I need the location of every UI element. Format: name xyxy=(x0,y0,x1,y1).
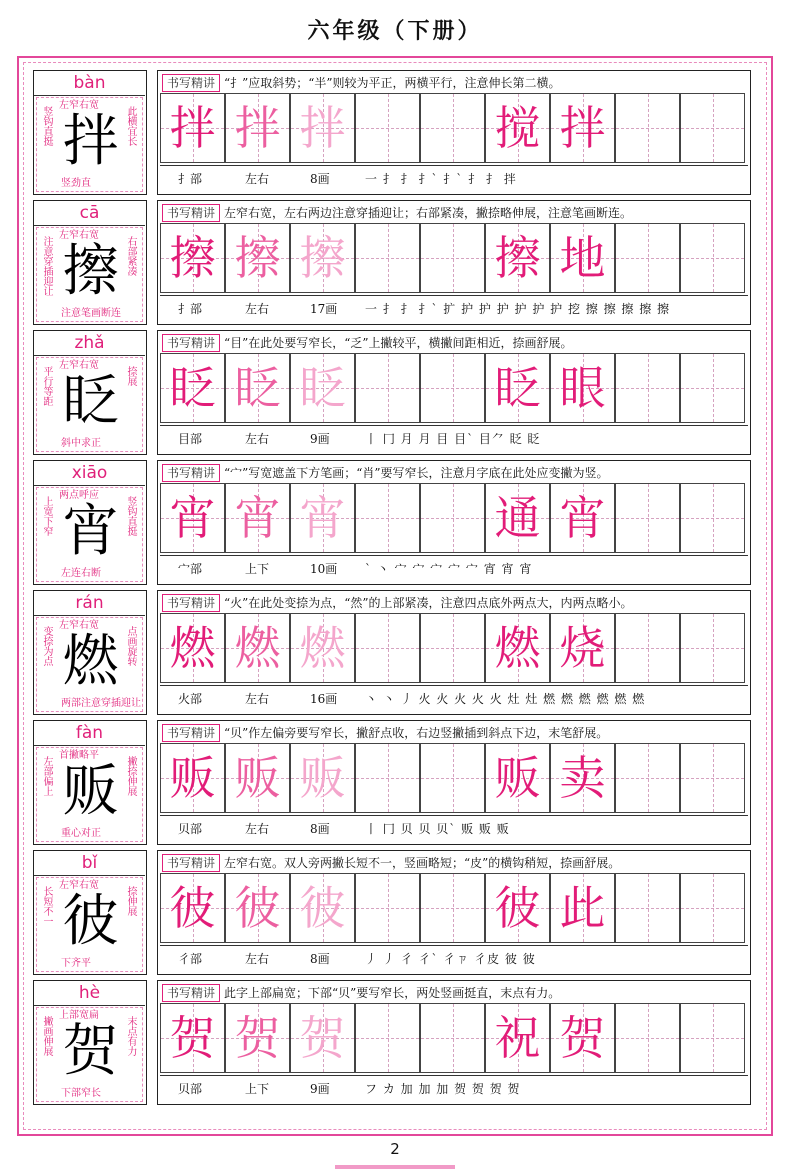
grid-cell xyxy=(355,873,420,943)
stroke-count: 8画 xyxy=(310,172,330,186)
note-left: 注意穿插迎让 xyxy=(41,236,52,296)
grid-cell xyxy=(160,1003,225,1073)
grid-cell xyxy=(680,1003,745,1073)
grid-cell xyxy=(290,483,355,553)
pinyin: bǐ xyxy=(34,851,145,876)
word-character: 地 xyxy=(559,231,606,285)
radical: 宀部 xyxy=(178,562,203,576)
stroke-order: 丿 丿 彳 彳` 彳ㄗ 彳皮 彼 彼 xyxy=(365,952,536,966)
tip-label: 书写精讲 xyxy=(162,854,220,872)
tip-text: 左窄右宽，左右两边注意穿插迎让；右部紧凑，撇捺略伸展，注意笔画断连。 xyxy=(224,206,633,220)
main-character: 贺 xyxy=(62,1019,119,1084)
grid-cell xyxy=(485,873,550,943)
pinyin: bàn xyxy=(34,71,145,96)
trace-character: 擦 xyxy=(234,231,281,285)
structure: 左右 xyxy=(245,172,270,186)
word-character: 眨 xyxy=(494,361,541,415)
character-entry xyxy=(33,200,751,325)
stroke-order: フ カ 加 加 加 贺 贺 贺 贺 xyxy=(365,1082,521,1096)
practice-grid xyxy=(160,223,748,293)
stroke-order: 丶 丶 丿 火 火 火 火 火 灶 灶 燃 燃 燃 燃 燃 燃 xyxy=(365,692,646,706)
note-bottom: 斜中求正 xyxy=(61,438,101,449)
practice-panel xyxy=(157,720,751,845)
grid-cell xyxy=(225,223,290,293)
grid-cell xyxy=(355,1003,420,1073)
trace-character: 拌 xyxy=(169,101,216,155)
writing-tip xyxy=(162,464,746,482)
grid-cell xyxy=(550,93,615,163)
pinyin: rán xyxy=(34,591,145,616)
pinyin: hè xyxy=(34,981,145,1006)
stroke-order: 丨 冂 月 月 目 目` 目⺈ 眨 眨 xyxy=(365,432,541,446)
glyph-box xyxy=(36,617,143,712)
radical: 火部 xyxy=(178,692,203,706)
grid-cell xyxy=(550,743,615,813)
note-right: 此横宜长 xyxy=(125,106,136,146)
grid-cell xyxy=(680,873,745,943)
character-entry xyxy=(33,590,751,715)
word-character: 拌 xyxy=(559,101,606,155)
tip-text: 左窄右宽。双人旁两撇长短不一，竖画略短；“皮”的横钩稍短，捺画舒展。 xyxy=(224,856,621,870)
note-bottom: 左连右断 xyxy=(61,568,101,579)
grid-cell xyxy=(550,873,615,943)
grid-cell xyxy=(680,223,745,293)
stroke-count: 16画 xyxy=(310,692,338,706)
practice-panel xyxy=(157,70,751,195)
note-right: 竖钩直挺 xyxy=(125,496,136,536)
character-card xyxy=(33,330,147,455)
page-title: 六年级（下册） xyxy=(307,18,483,44)
tip-label: 书写精讲 xyxy=(162,464,220,482)
grid-cell xyxy=(550,483,615,553)
grid-cell xyxy=(290,1003,355,1073)
structure: 左右 xyxy=(245,822,270,836)
character-card xyxy=(33,720,147,845)
pinyin: cā xyxy=(34,201,145,226)
grid-cell xyxy=(680,613,745,683)
tip-text: “目”在此处要写窄长，“乏”上撇较平，横撇间距相近，捺画舒展。 xyxy=(224,336,573,350)
trace-character: 燃 xyxy=(169,621,216,675)
note-bottom: 竖劲直 xyxy=(61,178,91,189)
practice-grid xyxy=(160,93,748,163)
main-character: 彼 xyxy=(62,889,119,954)
glyph-box xyxy=(36,487,143,582)
trace-character: 拌 xyxy=(299,101,346,155)
note-left: 长短不一 xyxy=(41,886,52,926)
note-top: 左窄右宽 xyxy=(59,230,99,241)
main-character: 眨 xyxy=(62,369,119,434)
practice-panel xyxy=(157,200,751,325)
note-bottom: 注意笔画断连 xyxy=(61,308,121,319)
word-character: 眼 xyxy=(559,361,606,415)
grid-cell xyxy=(225,483,290,553)
stroke-order: 一 扌 扌 扌` 扌` 扌 扌 拌 xyxy=(365,172,517,186)
character-info xyxy=(160,295,748,322)
trace-character: 贩 xyxy=(169,751,216,805)
grid-cell xyxy=(615,483,680,553)
practice-panel xyxy=(157,590,751,715)
note-left: 撇画伸展 xyxy=(41,1016,52,1056)
note-top: 左窄右宽 xyxy=(59,620,99,631)
word-character: 彼 xyxy=(494,881,541,935)
grid-cell xyxy=(420,873,485,943)
writing-tip xyxy=(162,724,746,742)
glyph-box xyxy=(36,97,143,192)
grid-cell xyxy=(355,743,420,813)
note-right: 点画旋转 xyxy=(125,626,136,666)
structure: 上下 xyxy=(245,562,270,576)
grid-cell xyxy=(225,613,290,683)
character-info xyxy=(160,815,748,842)
word-character: 搅 xyxy=(494,101,541,155)
grid-cell xyxy=(615,1003,680,1073)
practice-grid xyxy=(160,873,748,943)
note-top: 左窄右宽 xyxy=(59,360,99,371)
grid-cell xyxy=(225,873,290,943)
grid-cell xyxy=(420,353,485,423)
grid-cell xyxy=(485,1003,550,1073)
character-entry xyxy=(33,980,751,1105)
grid-cell xyxy=(485,223,550,293)
grid-cell xyxy=(485,613,550,683)
grid-cell xyxy=(290,873,355,943)
word-character: 此 xyxy=(559,881,606,935)
note-right: 撇捺伸展 xyxy=(125,756,136,796)
practice-panel xyxy=(157,850,751,975)
stroke-count: 9画 xyxy=(310,1082,330,1096)
tip-label: 书写精讲 xyxy=(162,334,220,352)
grid-cell xyxy=(615,93,680,163)
grid-cell xyxy=(550,1003,615,1073)
trace-character: 宵 xyxy=(234,491,281,545)
writing-tip xyxy=(162,74,746,92)
main-character: 擦 xyxy=(62,239,119,304)
tip-label: 书写精讲 xyxy=(162,984,220,1002)
grid-cell xyxy=(355,93,420,163)
trace-character: 眨 xyxy=(234,361,281,415)
tip-text: “火”在此处变捺为点，“然”的上部紧凑，注意四点底外两点大，内两点略小。 xyxy=(224,596,633,610)
page-number-bar xyxy=(335,1165,455,1169)
note-left: 上宽下窄 xyxy=(41,496,52,536)
trace-character: 燃 xyxy=(234,621,281,675)
stroke-count: 10画 xyxy=(310,562,338,576)
grid-cell xyxy=(355,353,420,423)
character-card xyxy=(33,850,147,975)
stroke-order: 丨 冂 贝 贝 贝` 贩 贩 贩 xyxy=(365,822,510,836)
tip-text: “宀”写宽遮盖下方笔画；“肖”要写窄长，注意月字底在此处应变撇为竖。 xyxy=(224,466,609,480)
glyph-box xyxy=(36,227,143,322)
character-entry xyxy=(33,330,751,455)
note-top: 左窄右宽 xyxy=(59,880,99,891)
trace-character: 贺 xyxy=(234,1011,281,1065)
trace-character: 拌 xyxy=(234,101,281,155)
character-entry xyxy=(33,720,751,845)
grid-cell xyxy=(160,93,225,163)
practice-panel xyxy=(157,980,751,1105)
grid-cell xyxy=(420,743,485,813)
note-right: 右部紧凑 xyxy=(125,236,136,276)
trace-character: 贺 xyxy=(169,1011,216,1065)
grid-cell xyxy=(160,223,225,293)
practice-panel xyxy=(157,460,751,585)
grid-cell xyxy=(225,743,290,813)
grid-cell xyxy=(160,613,225,683)
note-left: 左部偏上 xyxy=(41,756,52,796)
grid-cell xyxy=(680,483,745,553)
trace-character: 宵 xyxy=(299,491,346,545)
grid-cell xyxy=(160,483,225,553)
trace-character: 彼 xyxy=(234,881,281,935)
grid-cell xyxy=(290,743,355,813)
pinyin: zhǎ xyxy=(34,331,145,356)
trace-character: 眨 xyxy=(169,361,216,415)
character-entry xyxy=(33,460,751,585)
stroke-order: ` 丶 宀 宀 宀 宀 宀 宵 宵 宵 xyxy=(365,562,533,576)
writing-tip xyxy=(162,334,746,352)
note-top: 两点呼应 xyxy=(59,490,99,501)
trace-character: 擦 xyxy=(169,231,216,285)
main-character: 燃 xyxy=(62,629,119,694)
grid-cell xyxy=(225,93,290,163)
grid-cell xyxy=(160,353,225,423)
radical: 目部 xyxy=(178,432,203,446)
grid-cell xyxy=(550,223,615,293)
character-card xyxy=(33,980,147,1105)
radical: 贝部 xyxy=(178,822,203,836)
writing-tip xyxy=(162,984,746,1002)
grid-cell xyxy=(290,353,355,423)
grid-cell xyxy=(615,223,680,293)
grid-cell xyxy=(615,873,680,943)
glyph-box xyxy=(36,877,143,972)
character-info xyxy=(160,555,748,582)
grid-cell xyxy=(420,223,485,293)
main-character: 拌 xyxy=(62,109,119,174)
stroke-count: 17画 xyxy=(310,302,338,316)
structure: 左右 xyxy=(245,302,270,316)
note-bottom: 重心对正 xyxy=(61,828,101,839)
grid-cell xyxy=(680,353,745,423)
grid-cell xyxy=(290,613,355,683)
radical: 彳部 xyxy=(178,952,203,966)
grid-cell xyxy=(420,93,485,163)
trace-character: 宵 xyxy=(169,491,216,545)
practice-grid xyxy=(160,613,748,683)
note-left: 平行等距 xyxy=(41,366,52,406)
stroke-count: 8画 xyxy=(310,822,330,836)
note-right: 捺伸展 xyxy=(125,886,136,916)
practice-grid xyxy=(160,353,748,423)
word-character: 燃 xyxy=(494,621,541,675)
character-entry xyxy=(33,70,751,195)
word-character: 擦 xyxy=(494,231,541,285)
structure: 上下 xyxy=(245,1082,270,1096)
character-info xyxy=(160,165,748,192)
word-character: 烧 xyxy=(559,621,606,675)
practice-grid xyxy=(160,483,748,553)
note-left: 竖钩直挺 xyxy=(41,106,52,146)
grid-cell xyxy=(485,483,550,553)
character-info xyxy=(160,685,748,712)
note-right: 末点有力 xyxy=(125,1016,136,1056)
word-character: 祝 xyxy=(494,1011,541,1065)
note-bottom: 下齐平 xyxy=(61,958,91,969)
grid-cell xyxy=(290,93,355,163)
grid-cell xyxy=(485,743,550,813)
note-top: 上部宽扁 xyxy=(59,1010,99,1021)
radical: 扌部 xyxy=(178,302,203,316)
writing-tip xyxy=(162,854,746,872)
character-info xyxy=(160,945,748,972)
character-card xyxy=(33,590,147,715)
tip-text: 此字上部扁宽；下部“贝”要写窄长，两处竖画挺直，末点有力。 xyxy=(224,986,561,1000)
trace-character: 眨 xyxy=(299,361,346,415)
glyph-box xyxy=(36,357,143,452)
grid-cell xyxy=(160,873,225,943)
tip-text: “扌”应取斜势；“半”则较为平正，两横平行，注意伸长第二横。 xyxy=(224,76,561,90)
writing-tip xyxy=(162,594,746,612)
practice-panel xyxy=(157,330,751,455)
grid-cell xyxy=(290,223,355,293)
grid-cell xyxy=(355,483,420,553)
grid-cell xyxy=(225,1003,290,1073)
grid-cell xyxy=(615,743,680,813)
note-bottom: 下部窄长 xyxy=(61,1088,101,1099)
word-character: 通 xyxy=(494,491,541,545)
tip-text: “贝”作左偏旁要写窄长，撇舒点收，右边竖撇插到斜点下边，末笔舒展。 xyxy=(224,726,609,740)
character-card xyxy=(33,460,147,585)
pinyin: fàn xyxy=(34,721,145,746)
character-entry xyxy=(33,850,751,975)
note-right: 捺展 xyxy=(125,366,136,386)
grid-cell xyxy=(550,613,615,683)
trace-character: 贺 xyxy=(299,1011,346,1065)
grid-cell xyxy=(680,743,745,813)
structure: 左右 xyxy=(245,952,270,966)
tip-label: 书写精讲 xyxy=(162,74,220,92)
practice-grid xyxy=(160,1003,748,1073)
tip-label: 书写精讲 xyxy=(162,724,220,742)
grid-cell xyxy=(420,483,485,553)
radical: 扌部 xyxy=(178,172,203,186)
trace-character: 彼 xyxy=(299,881,346,935)
writing-tip xyxy=(162,204,746,222)
trace-character: 贩 xyxy=(299,751,346,805)
character-card xyxy=(33,70,147,195)
note-top: 首撇略平 xyxy=(59,750,99,761)
grid-cell xyxy=(225,353,290,423)
character-info xyxy=(160,425,748,452)
grid-cell xyxy=(615,613,680,683)
note-top: 左窄右宽 xyxy=(59,100,99,111)
grid-cell xyxy=(485,353,550,423)
note-bottom: 两部注意穿插迎让 xyxy=(61,698,141,709)
grid-cell xyxy=(680,93,745,163)
trace-character: 擦 xyxy=(299,231,346,285)
grid-cell xyxy=(615,353,680,423)
radical: 贝部 xyxy=(178,1082,203,1096)
grid-cell xyxy=(355,613,420,683)
main-character: 贩 xyxy=(62,759,119,824)
word-character: 卖 xyxy=(559,751,606,805)
word-character: 宵 xyxy=(559,491,606,545)
grid-cell xyxy=(420,1003,485,1073)
pinyin: xiāo xyxy=(34,461,145,486)
glyph-box xyxy=(36,747,143,842)
word-character: 贩 xyxy=(494,751,541,805)
character-info xyxy=(160,1075,748,1102)
trace-character: 燃 xyxy=(299,621,346,675)
grid-cell xyxy=(550,353,615,423)
practice-grid xyxy=(160,743,748,813)
character-card xyxy=(33,200,147,325)
stroke-count: 8画 xyxy=(310,952,330,966)
stroke-count: 9画 xyxy=(310,432,330,446)
tip-label: 书写精讲 xyxy=(162,204,220,222)
structure: 左右 xyxy=(245,692,270,706)
grid-cell xyxy=(420,613,485,683)
structure: 左右 xyxy=(245,432,270,446)
word-character: 贺 xyxy=(559,1011,606,1065)
grid-cell xyxy=(160,743,225,813)
trace-character: 贩 xyxy=(234,751,281,805)
stroke-order: 一 扌 扌 扌` 扩 护 护 护 护 护 护 挖 擦 擦 擦 擦 擦 xyxy=(365,302,671,316)
tip-label: 书写精讲 xyxy=(162,594,220,612)
page-number: 2 xyxy=(390,1140,400,1158)
trace-character: 彼 xyxy=(169,881,216,935)
grid-cell xyxy=(485,93,550,163)
main-character: 宵 xyxy=(62,499,119,564)
note-left: 变捺为点 xyxy=(41,626,52,666)
glyph-box xyxy=(36,1007,143,1102)
grid-cell xyxy=(355,223,420,293)
